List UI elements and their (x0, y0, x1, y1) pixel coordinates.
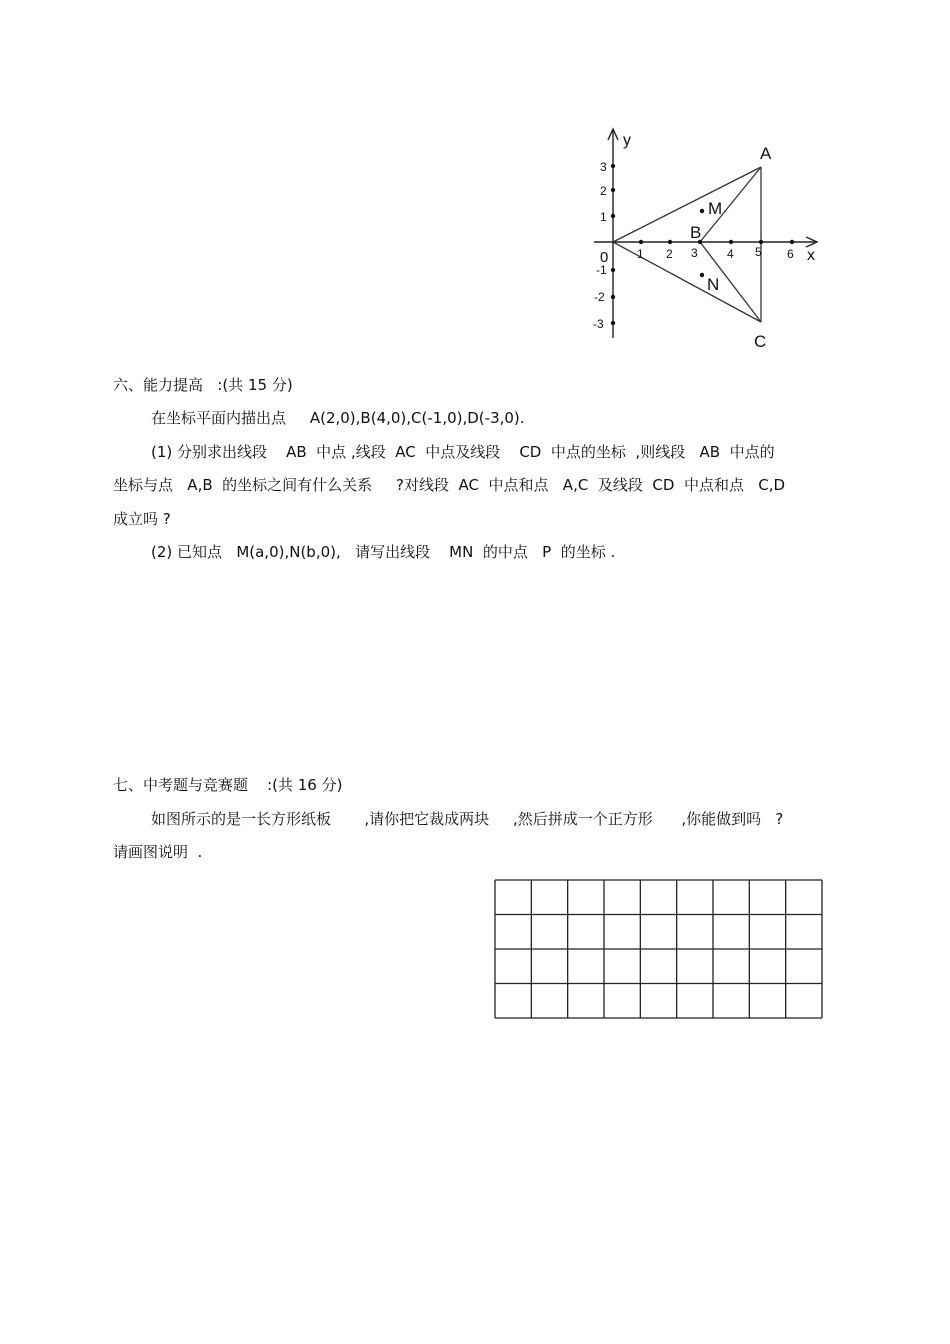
point-B-label: B (690, 223, 702, 242)
x-tick-label: 5 (755, 245, 762, 259)
x-tick-label: 2 (666, 247, 673, 261)
y-tick-label: -3 (593, 317, 604, 331)
y-tick-label: 3 (600, 160, 607, 174)
section6-q1-line1: (1) 分别求出线段 AB 中点 ,线段 AC 中点及线段 CD 中点的坐标 ,则线段 AB 中点的 (151, 443, 775, 461)
segment-OA (613, 167, 761, 242)
rectangle-grid (493, 878, 824, 1021)
coordinate-figure (580, 120, 840, 360)
x-tick-label: 1 (637, 247, 644, 261)
point-M-label: M (708, 199, 723, 218)
section6-heading: 六、能力提高 :(共 15 分) (113, 376, 293, 394)
y-tick-label: -2 (594, 290, 605, 304)
y-tick-label: -1 (596, 263, 607, 277)
x-axis-label: x (807, 247, 815, 264)
section6-q2: (2) 已知点 M(a,0),N(b,0), 请写出线段 MN 的中点 P 的坐标 . (151, 543, 616, 561)
point-M-dot (700, 209, 704, 213)
y-tick-label: 2 (600, 184, 607, 198)
x-tick-label: 4 (727, 247, 734, 261)
segment-OC (613, 242, 761, 322)
section6-q1-line3: 成立吗 ? (113, 510, 171, 528)
x-tick-label: 6 (787, 247, 794, 261)
section7-heading: 七、中考题与竞赛题 :(共 16 分) (113, 776, 343, 794)
y-axis-label: y (623, 132, 631, 149)
section6-intro: 在坐标平面内描出点 A(2,0),B(4,0),C(-1,0),D(-3,0). (151, 409, 525, 427)
point-N-dot (700, 273, 704, 277)
x-tick-label: 3 (691, 246, 698, 260)
y-tick-label: 1 (600, 210, 607, 224)
point-C-label: C (754, 332, 767, 351)
point-N-label: N (707, 275, 720, 294)
section7-line2: 请画图说明 . (113, 843, 203, 861)
origin-label: 0 (600, 249, 609, 266)
point-A-label: A (760, 144, 772, 163)
section6-q1-line2: 坐标与点 A,B 的坐标之间有什么关系 ?对线段 AC 中点和点 A,C 及线段 CD 中点和点 C,D (113, 476, 786, 494)
section7-line1: 如图所示的是一长方形纸板 ,请你把它裁成两块 ,然后拼成一个正方形 ,你能做到吗 ? (151, 810, 784, 828)
